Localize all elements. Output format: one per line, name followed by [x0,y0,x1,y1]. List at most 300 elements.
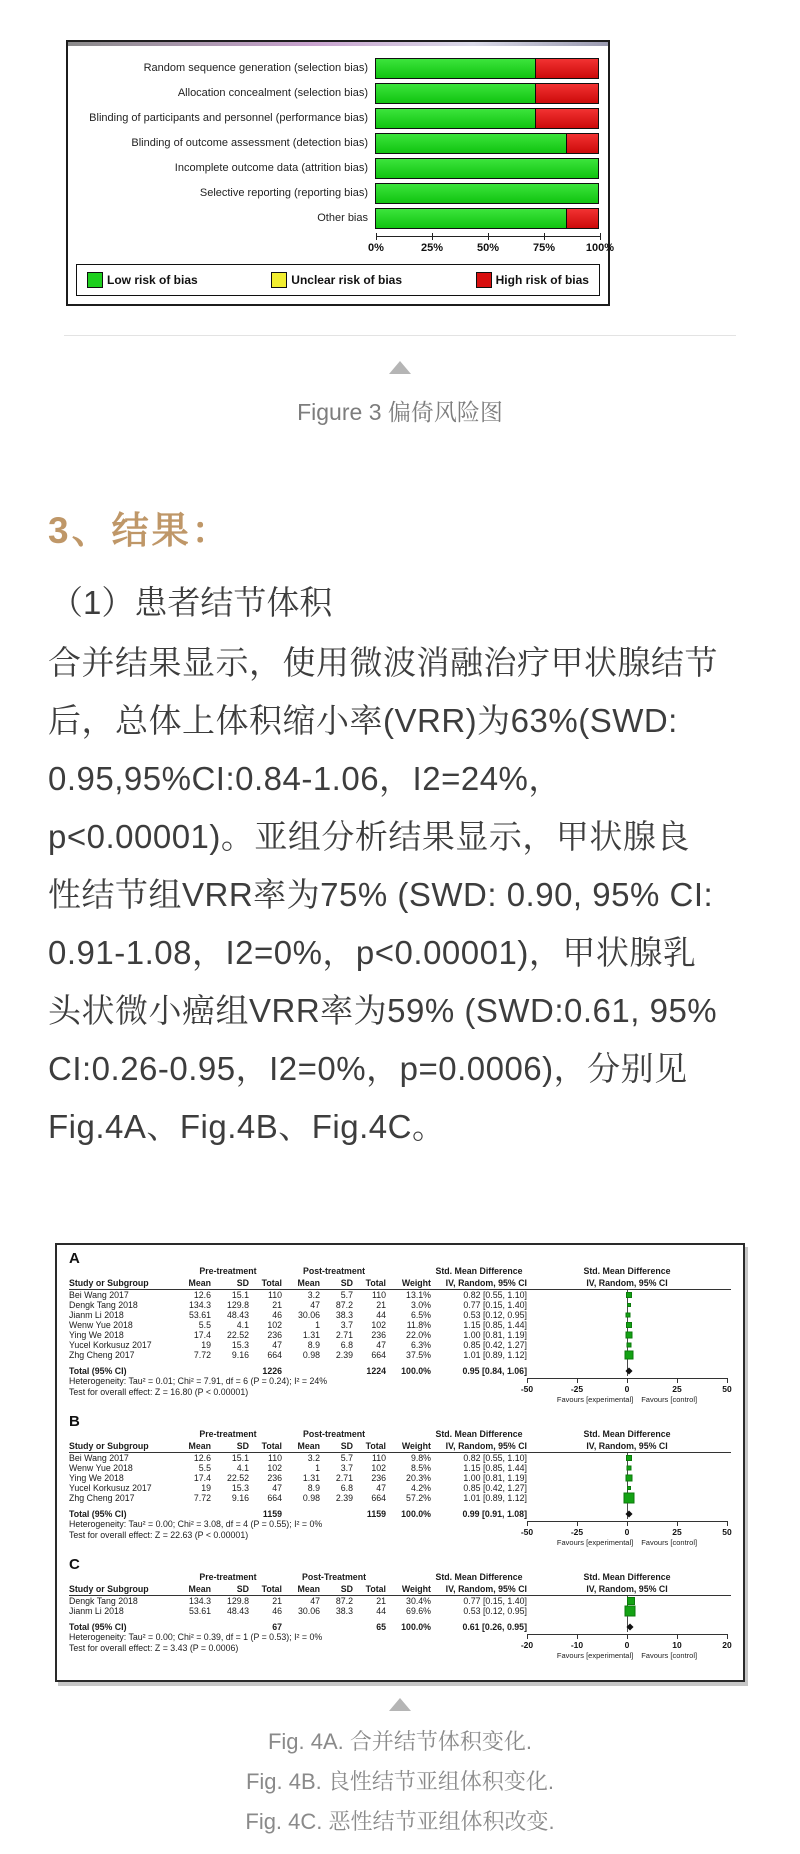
forest-plot-cell [527,1366,727,1376]
low-risk-segment [376,159,598,178]
axis-tick-label: 0 [624,1384,630,1394]
axis-tick [727,1521,728,1526]
post-mean-cell: 1 [315,1463,320,1473]
pre-mean-cell: 7.72 [193,1493,211,1503]
rob-category-label: Blinding of outcome assessment (detection bias) [131,136,368,149]
figure4-captions [0,1722,800,1842]
forest-plot-cell [527,1300,727,1310]
legend-item-high-risk [476,272,589,288]
rob-category-label: Random sequence generation (selection bias) [143,61,368,74]
mean-col-header: Mean [297,1584,320,1594]
axis-tick-label: 20 [722,1640,732,1650]
axis-tick-label: 25 [672,1527,682,1537]
study-row [69,1493,731,1503]
low-risk-segment [376,209,566,228]
post-mean-cell: 1.31 [302,1473,320,1483]
axis-tick-label: 0 [624,1640,630,1650]
ci-cell: 0.77 [0.15, 1.40] [463,1300,527,1310]
panel-label: B [69,1413,80,1430]
pre-sd-cell: 9.16 [231,1350,249,1360]
favours-experimental-label: Favours [experimental] [556,1395,634,1404]
axis-tick [727,1634,728,1639]
pre-total-cell: 21 [272,1596,282,1606]
total-row [69,1366,731,1376]
axis-tick [577,1521,578,1526]
effect-marker [624,1606,635,1617]
high-risk-segment [535,109,598,128]
study-row [69,1310,731,1320]
axis-tick-label: -50 [520,1527,534,1537]
pre-treatment-header: Pre-treatment [199,1266,257,1276]
weight-cell: 3.0% [410,1300,431,1310]
post-total-cell: 110 [371,1453,386,1463]
figure3-caption: Figure 3 偏倚风险图 [297,399,503,425]
column-header-row [69,1583,731,1596]
forest-panel-c [69,1556,732,1664]
rob-row [68,208,600,229]
total-ci: 0.61 [0.26, 0.95] [462,1622,527,1632]
study-row [69,1606,731,1616]
study-name: Dengk Tang 2018 [69,1300,138,1310]
total-pre-n: 67 [272,1622,282,1632]
post-sd-cell: 2.39 [335,1493,353,1503]
overall-effect-text: Test for overall effect: Z = 22.63 (P < 0.00001) [69,1530,249,1540]
study-row [69,1350,731,1360]
rob-row [68,183,600,204]
mean-col-header: Mean [188,1584,211,1594]
footer-text [69,1376,527,1408]
study-name: Wenw Yue 2018 [69,1320,133,1330]
total-pre-n: 1226 [262,1366,282,1376]
pre-total-cell: 46 [272,1606,282,1616]
forest-plot-cell [527,1310,727,1320]
paragraph-line: 头状微小癌组VRR率为59% (SWD:0.61, 95% [48,992,718,1029]
total-row [69,1622,731,1632]
post-treatment-header: Post-treatment [302,1429,366,1439]
pre-mean-cell: 53.61 [188,1606,211,1616]
study-name: Jianm Li 2018 [69,1310,124,1320]
total-post-n: 65 [376,1622,386,1632]
forest-plot-cell [527,1483,727,1493]
overall-effect-text: Test for overall effect: Z = 3.43 (P = 0.0006) [69,1643,239,1653]
pre-total-cell: 236 [267,1330,282,1340]
smd-plot-header: Std. Mean Difference [583,1266,671,1276]
panel-footer [69,1632,731,1664]
total-ci: 0.95 [0.84, 1.06] [462,1366,527,1376]
study-name: Zhg Cheng 2017 [69,1350,135,1360]
effect-marker [625,1351,634,1360]
rob-category-label: Other bias [317,211,368,224]
study-name: Yucel Korkusuz 2017 [69,1483,152,1493]
total-ci: 0.99 [0.91, 1.08] [462,1509,527,1519]
pre-mean-cell: 12.6 [193,1453,211,1463]
mean-col-header: Mean [297,1441,320,1451]
axis-tick-label: 50 [722,1384,732,1394]
rob-row [68,108,600,129]
pre-sd-cell: 4.1 [236,1463,249,1473]
weight-cell: 11.8% [406,1320,431,1330]
post-mean-cell: 3.2 [307,1453,320,1463]
rob-bar-track [375,83,599,104]
axis-tick [627,1378,628,1383]
post-mean-cell: 1.31 [302,1330,320,1340]
pre-sd-cell: 129.8 [226,1300,249,1310]
pre-total-cell: 47 [272,1483,282,1493]
post-sd-cell: 3.7 [340,1320,353,1330]
pre-sd-cell: 15.1 [231,1453,249,1463]
pre-total-cell: 21 [272,1300,282,1310]
study-row [69,1473,731,1483]
collapse-triangle-icon [389,361,411,374]
post-total-cell: 47 [376,1483,386,1493]
pre-total-cell: 46 [272,1310,282,1320]
post-total-cell: 44 [376,1606,386,1616]
forest-plot-cell [527,1340,727,1350]
pre-total-cell: 664 [267,1493,282,1503]
rob-category-label: Incomplete outcome data (attrition bias) [174,161,368,174]
pre-mean-cell: 7.72 [193,1350,211,1360]
footer-text [69,1632,527,1664]
ci-col-header: IV, Random, 95% CI [445,1584,527,1594]
pre-mean-cell: 19 [201,1340,211,1350]
pre-sd-cell: 15.1 [231,1290,249,1300]
forest-plot-cell [527,1473,727,1483]
effect-marker [627,1486,631,1490]
figure4b-caption: Fig. 4B. 良性结节亚组体积变化. [245,1769,555,1794]
post-sd-cell: 38.3 [335,1310,353,1320]
mean-col-header: Mean [188,1278,211,1288]
section-heading: 3、结果： [48,510,232,551]
weight-cell: 4.2% [410,1483,431,1493]
pre-mean-cell: 17.4 [193,1330,211,1340]
smd-header: Std. Mean Difference [435,1429,523,1439]
figure4-forest-plots [55,1243,745,1682]
total-effect-diamond [625,1367,632,1374]
ci-cell: 0.77 [0.15, 1.40] [463,1596,527,1606]
effect-marker [626,1292,632,1298]
weight-cell: 6.5% [410,1310,431,1320]
post-mean-cell: 0.98 [302,1350,320,1360]
pre-sd-cell: 22.52 [226,1330,249,1340]
paragraph-line: 性结节组VRR率为75% (SWD: 0.90, 95% CI: [48,876,714,913]
forest-plot-cell [527,1596,727,1606]
rob-bar-track [375,183,599,204]
post-sd-cell: 2.71 [335,1330,353,1340]
unclear-risk-swatch [271,272,287,288]
total-row [69,1509,731,1519]
low-risk-segment [376,109,535,128]
study-row [69,1463,731,1473]
post-mean-cell: 30.06 [297,1606,320,1616]
ci-cell: 1.15 [0.85, 1.44] [463,1320,527,1330]
post-total-cell: 110 [371,1290,386,1300]
post-sd-cell: 87.2 [335,1300,353,1310]
paragraph-line: 0.95,95%CI:0.84-1.06，I2=24%， [48,760,562,797]
ci-cell: 0.53 [0.12, 0.95] [463,1310,527,1320]
sd-col-header: SD [236,1584,249,1594]
study-name: Bei Wang 2017 [69,1453,129,1463]
ci-cell: 0.82 [0.55, 1.10] [463,1453,527,1463]
post-mean-cell: 0.98 [302,1493,320,1503]
forest-plot-cell [527,1509,727,1519]
favours-labels [527,1651,727,1660]
pre-total-cell: 47 [272,1340,282,1350]
plot-col-header: IV, Random, 95% CI [586,1584,668,1594]
effect-marker [627,1597,635,1605]
pre-mean-cell: 17.4 [193,1473,211,1483]
pre-mean-cell: 5.5 [198,1320,211,1330]
overall-effect-text: Test for overall effect: Z = 16.80 (P < 0.00001) [69,1387,249,1397]
study-row [69,1330,731,1340]
study-col-header: Study or Subgroup [69,1584,149,1594]
total-post-n: 1159 [366,1509,386,1519]
weight-col-header: Weight [401,1584,431,1594]
total-col-header: Total [365,1441,386,1451]
rob-category-label: Allocation concealment (selection bias) [177,86,368,99]
smd-plot-header: Std. Mean Difference [583,1572,671,1582]
pre-mean-cell: 5.5 [198,1463,211,1473]
panel-footer [69,1376,731,1408]
axis-tick-label: 0 [624,1527,630,1537]
weight-cell: 37.5% [406,1350,431,1360]
ci-cell: 0.82 [0.55, 1.10] [463,1290,527,1300]
heterogeneity-text: Heterogeneity: Tau² = 0.00; Chi² = 3.08, df = 4 (P = 0.55); I² = 0% [69,1519,323,1529]
effect-marker [626,1332,633,1339]
pre-mean-cell: 134.3 [188,1300,211,1310]
study-name: Zhg Cheng 2017 [69,1493,135,1503]
rob-bar-track [375,208,599,229]
effect-marker [626,1343,631,1348]
section-divider [64,335,736,336]
rob-legend [76,264,600,296]
total-weight: 100.0% [401,1509,431,1519]
paragraph-line: Fig.4A、Fig.4B、Fig.4C。 [48,1108,446,1145]
high-risk-segment [566,134,598,153]
high-risk-swatch [476,272,492,288]
ci-cell: 1.01 [0.89, 1.12] [463,1493,527,1503]
post-sd-cell: 6.8 [340,1483,353,1493]
pre-sd-cell: 9.16 [231,1493,249,1503]
post-total-cell: 21 [376,1300,386,1310]
effect-marker [626,1455,632,1461]
weight-col-header: Weight [401,1278,431,1288]
legend-label: High risk of bias [495,273,589,287]
plot-col-header: IV, Random, 95% CI [586,1278,668,1288]
forest-plot-cell [527,1493,727,1503]
sd-col-header: SD [236,1441,249,1451]
total-effect-diamond [625,1510,632,1517]
effect-marker [627,1466,632,1471]
axis-tick [727,1378,728,1383]
rob-row [68,133,600,154]
smd-plot-header: Std. Mean Difference [583,1429,671,1439]
pre-sd-cell: 129.8 [226,1596,249,1606]
smd-header: Std. Mean Difference [435,1266,523,1276]
post-sd-cell: 2.71 [335,1473,353,1483]
weight-cell: 13.1% [406,1290,431,1300]
forest-plot-cell [527,1330,727,1340]
effect-marker [624,1493,635,1504]
study-row [69,1340,731,1350]
high-risk-segment [535,59,598,78]
plot-axis [520,1376,732,1408]
pre-mean-cell: 12.6 [193,1290,211,1300]
pre-treatment-header: Pre-treatment [199,1572,257,1582]
weight-cell: 30.4% [406,1596,431,1606]
axis-tick [376,233,377,240]
study-row [69,1320,731,1330]
axis-tick-label: -10 [570,1640,584,1650]
total-weight: 100.0% [401,1622,431,1632]
axis-tick [600,233,601,240]
rob-category-label: Blinding of participants and personnel (performance bias) [89,111,368,124]
ci-col-header: IV, Random, 95% CI [445,1441,527,1451]
ci-cell: 0.53 [0.12, 0.95] [463,1606,527,1616]
total-post-n: 1224 [366,1366,386,1376]
pre-total-cell: 236 [267,1473,282,1483]
weight-cell: 6.3% [410,1340,431,1350]
heterogeneity-text: Heterogeneity: Tau² = 0.00; Chi² = 0.39, df = 1 (P = 0.53); I² = 0% [69,1632,323,1642]
group-header-row [69,1428,731,1440]
study-name: Bei Wang 2017 [69,1290,129,1300]
pre-sd-cell: 48.43 [226,1310,249,1320]
forest-plot-cell [527,1622,727,1632]
weight-cell: 69.6% [406,1606,431,1616]
favours-experimental-label: Favours [experimental] [556,1538,634,1547]
axis-tick [432,233,433,240]
pre-total-cell: 102 [267,1320,282,1330]
favours-control-label: Favours [control] [641,1395,698,1404]
study-name: Wenw Yue 2018 [69,1463,133,1473]
post-sd-cell: 6.8 [340,1340,353,1350]
total-pre-n: 1159 [262,1509,282,1519]
heterogeneity-text: Heterogeneity: Tau² = 0.01; Chi² = 7.91, df = 6 (P = 0.24); I² = 24% [69,1376,328,1386]
forest-panel-b [69,1413,732,1551]
legend-label: Low risk of bias [107,273,198,287]
weight-cell: 9.8% [410,1453,431,1463]
favours-control-label: Favours [control] [641,1538,698,1547]
post-total-cell: 21 [376,1596,386,1606]
total-col-header: Total [261,1278,282,1288]
axis-tick [544,233,545,240]
axis-tick-label: 10 [672,1640,682,1650]
axis-tick-label: 0% [368,242,384,254]
sd-col-header: SD [236,1278,249,1288]
legend-item-unclear-risk [271,272,402,288]
post-mean-cell: 30.06 [297,1310,320,1320]
forest-plot-cell [527,1453,727,1463]
effect-marker [626,1313,631,1318]
pre-sd-cell: 22.52 [226,1473,249,1483]
post-sd-cell: 2.39 [335,1350,353,1360]
sd-col-header: SD [340,1584,353,1594]
post-mean-cell: 47 [310,1596,320,1606]
low-risk-swatch [87,272,103,288]
weight-cell: 57.2% [406,1493,431,1503]
column-header-row [69,1277,731,1290]
group-header-row [69,1265,731,1277]
risk-of-bias-figure [66,40,615,306]
favours-experimental-label: Favours [experimental] [556,1651,634,1660]
figure4a-caption: Fig. 4A. 合并结节体积变化. [267,1729,533,1754]
weight-col-header: Weight [401,1441,431,1451]
axis-tick [627,1634,628,1639]
pre-sd-cell: 48.43 [226,1606,249,1616]
post-total-cell: 44 [376,1310,386,1320]
post-sd-cell: 3.7 [340,1463,353,1473]
legend-item-low-risk [87,272,198,288]
effect-marker [627,1303,631,1307]
panel-label: C [69,1556,80,1573]
post-total-cell: 664 [371,1493,386,1503]
forest-plot-cell [527,1290,727,1300]
high-risk-segment [535,84,598,103]
smd-header: Std. Mean Difference [435,1572,523,1582]
rob-row [68,83,600,104]
total-effect-diamond [627,1623,634,1630]
pre-sd-cell: 15.3 [231,1340,249,1350]
paragraph-line: 0.91-1.08，I2=0%，p<0.00001)，甲状腺乳 [48,934,697,971]
post-mean-cell: 1 [315,1320,320,1330]
post-total-cell: 236 [371,1330,386,1340]
weight-cell: 8.5% [410,1463,431,1473]
paragraph-line: 后，总体上体积缩小率(VRR)为63%(SWD: [48,702,678,739]
pre-total-cell: 110 [267,1453,282,1463]
study-col-header: Study or Subgroup [69,1441,149,1451]
paragraph-line: CI:0.26-0.95，I2=0%，p=0.0006)，分别见 [48,1050,688,1087]
collapse-triangle-icon [389,1698,411,1711]
post-total-cell: 102 [371,1463,386,1473]
footer-text [69,1519,527,1551]
axis-tick-label: 100% [585,242,615,254]
forest-plot-cell [527,1606,727,1616]
axis-tick-label: 50 [722,1527,732,1537]
forest-plot-cell [527,1463,727,1473]
post-total-cell: 236 [371,1473,386,1483]
panel-label: A [69,1250,80,1267]
favours-labels [527,1538,727,1547]
favours-labels [527,1395,727,1404]
post-sd-cell: 5.7 [340,1290,353,1300]
axis-tick [677,1521,678,1526]
axis-tick-label: -20 [520,1640,534,1650]
forest-panel-a [69,1250,732,1408]
axis-tick-label: 50% [476,242,500,254]
sd-col-header: SD [340,1441,353,1451]
plot-axis [520,1632,732,1664]
low-risk-segment [376,59,535,78]
pre-total-cell: 110 [267,1290,282,1300]
ci-cell: 0.85 [0.42, 1.27] [463,1340,527,1350]
plot-col-header: IV, Random, 95% CI [586,1441,668,1451]
axis-tick [677,1634,678,1639]
study-row [69,1596,731,1606]
plot-axis [520,1519,732,1551]
total-label: Total (95% CI) [69,1509,127,1519]
rob-bar-track [375,58,599,79]
pre-total-cell: 102 [267,1463,282,1473]
high-risk-segment [566,209,598,228]
post-sd-cell: 38.3 [335,1606,353,1616]
low-risk-segment [376,184,598,203]
rob-axis [368,233,615,260]
paragraph-line: p<0.00001)。亚组分析结果显示，甲状腺良 [48,818,690,855]
post-mean-cell: 8.9 [307,1483,320,1493]
low-risk-segment [376,134,566,153]
study-name: Yucel Korkusuz 2017 [69,1340,152,1350]
study-name: Jianm Li 2018 [69,1606,124,1616]
total-col-header: Total [261,1441,282,1451]
